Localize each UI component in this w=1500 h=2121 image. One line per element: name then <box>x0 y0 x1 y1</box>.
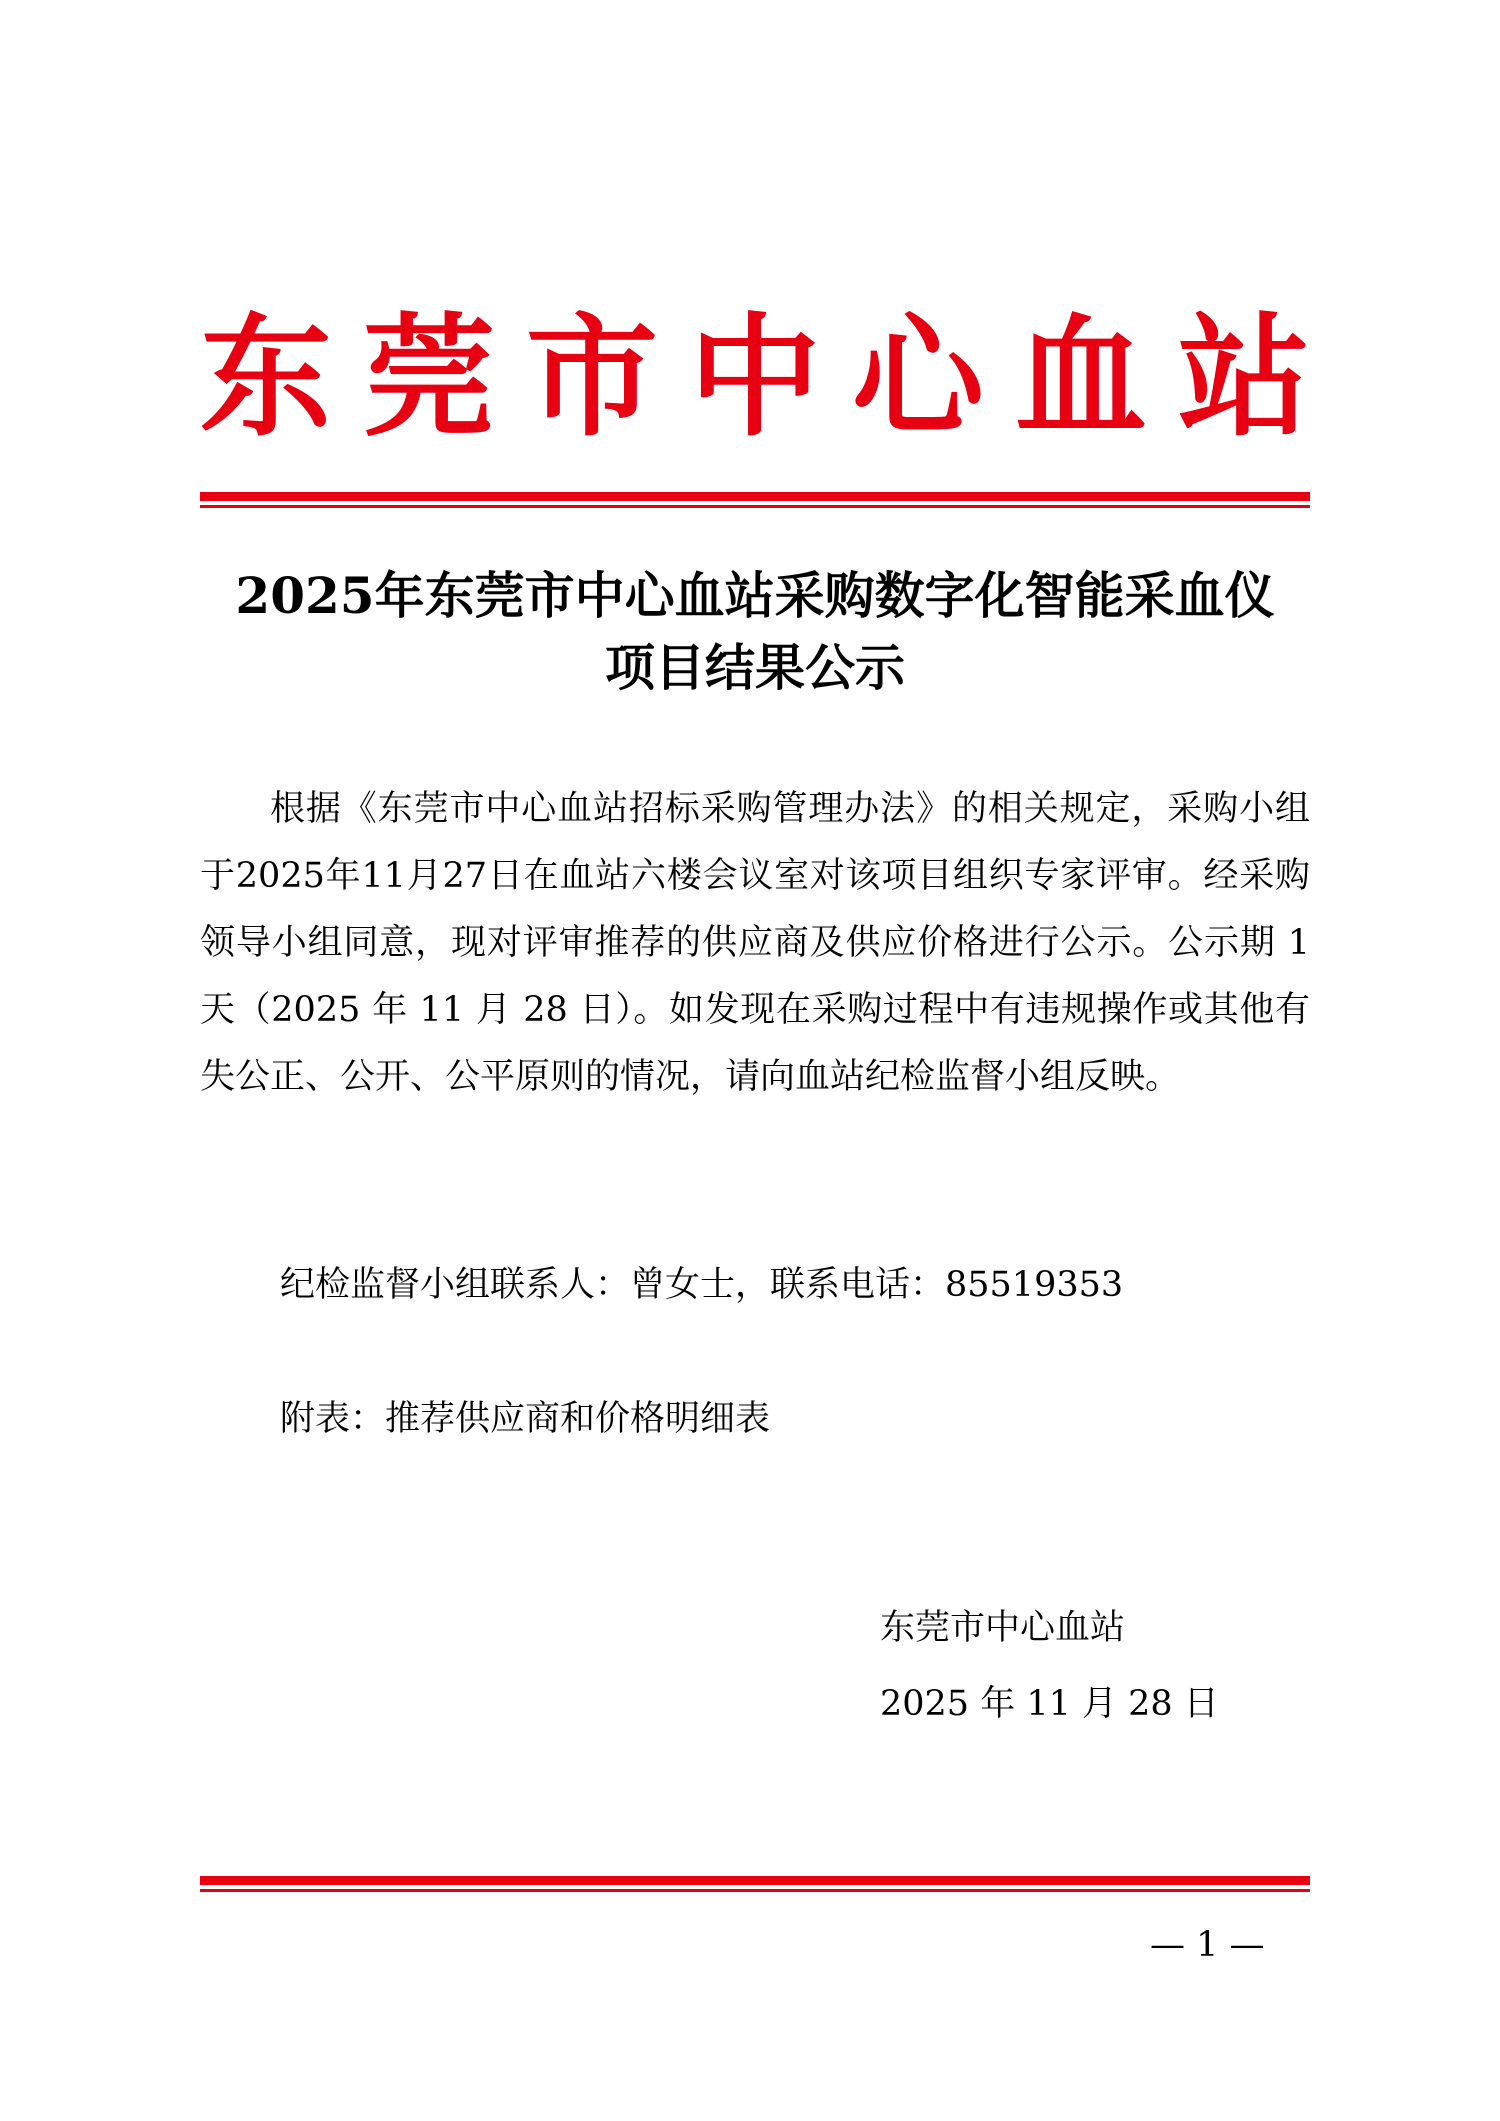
title-line-2: 项目结果公示 <box>605 638 905 697</box>
masthead-char: 血 <box>1015 300 1147 455</box>
masthead-char: 中 <box>689 300 821 455</box>
footer-divider <box>200 1876 1310 1892</box>
signature-date: 2025 年 11 月 28 日 <box>880 1684 1219 1724</box>
masthead-char: 东 <box>200 300 332 455</box>
signature-org: 东莞市中心血站 <box>880 1608 1126 1648</box>
masthead-char: 莞 <box>363 300 495 455</box>
signature-block <box>880 1590 1219 1742</box>
header-divider <box>200 492 1310 508</box>
masthead-char: 站 <box>1178 300 1310 455</box>
masthead-char: 市 <box>526 300 658 455</box>
body-paragraph: 根据《东莞市中心血站招标采购管理办法》的相关规定，采购小组于2025年11月27日在血站六楼会议室对该项目组织专家评审。经采购领导小组同意，现对评审推荐的供应商及供应价格进行公示。公示期 1 天（2025 年 11 月 28 日）。如发现在采购过程中有违规操作或其他有失公正、公开、公平原则的情况，请向血站纪检监督小组反映。 <box>200 789 1310 1097</box>
title-line-1: 2025年东莞市中心血站采购数字化智能采血仪 <box>235 566 1275 625</box>
contact-line: 纪检监督小组联系人：曾女士，联系电话：85519353 <box>280 1265 1124 1305</box>
masthead-char: 心 <box>852 300 984 455</box>
attachment-line: 附表：推荐供应商和价格明细表 <box>280 1399 771 1439</box>
document-title <box>200 560 1310 704</box>
page-number: — 1 — <box>1150 1925 1265 1965</box>
masthead-title <box>200 298 1310 458</box>
